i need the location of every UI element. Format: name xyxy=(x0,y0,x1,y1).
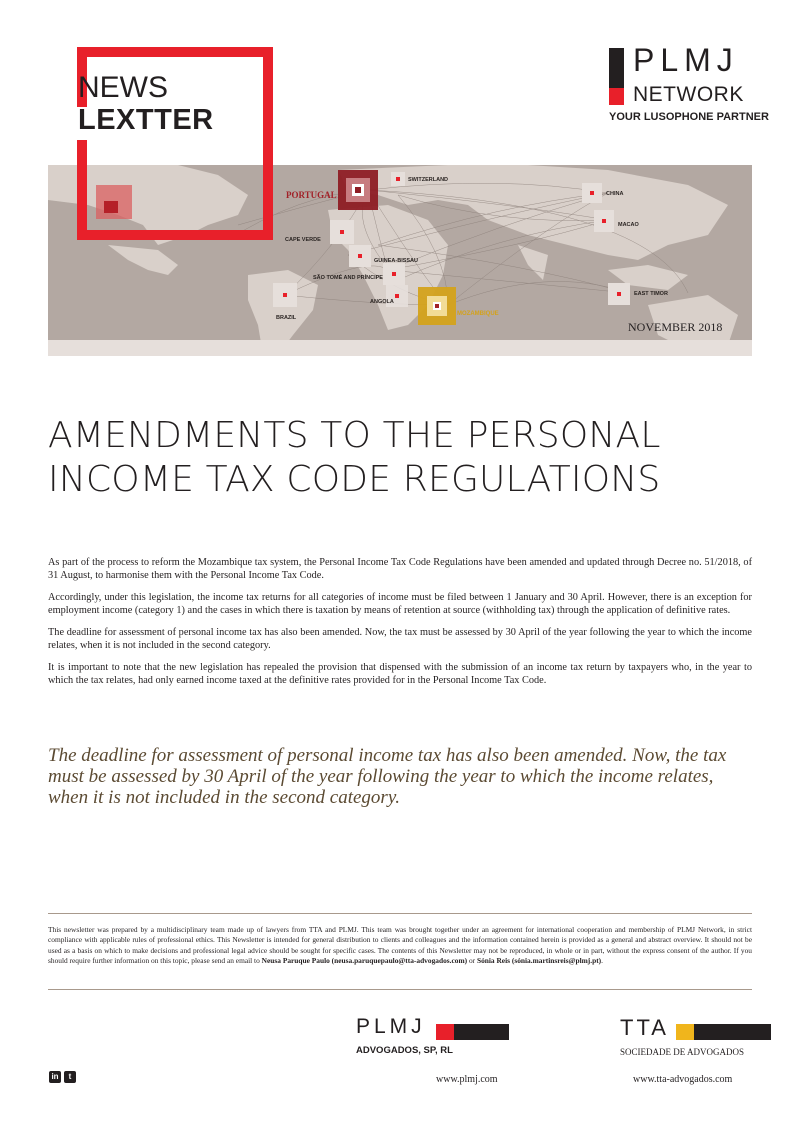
contact-link-tta[interactable]: Neusa Paruque Paulo (neusa.paruquepaulo@tta-advogados.com) xyxy=(261,955,468,965)
article-paragraph: The deadline for assessment of personal income tax has also been amended. Now, the tax must be assessed by 30 April of the year following the year to which the income relates, when it is not included in the second category. xyxy=(48,627,752,651)
map-label-china: CHINA xyxy=(606,191,624,197)
tta-name: TTA xyxy=(620,1015,669,1040)
map-label-east-timor: EAST TIMOR xyxy=(634,291,668,297)
article-paragraph: As part of the process to reform the Mozambique tax system, the Personal Income Tax Code Regulations have been amended and updated through Decree no. 51/2018, of 31 August, to harmonise them with the Personal Income Tax Code. xyxy=(48,557,752,581)
social-links xyxy=(49,1071,76,1083)
footer-divider-bottom xyxy=(48,989,752,990)
disclaimer-text: This newsletter was prepared by a multidisciplinary team made up of lawyers from TTA and PLMJ. This team was brought together under an agreement for international cooperation and membership of PLMJ Network, in strict compliance with applicable rules of professional ethics. This Newsletter is intended for general distribution to clients and colleagues and the information contained herein is provided as a general and abstract overview. It should not be used as a basis on which to make decisions and professional legal advice should be sought for specific cases. The contents of this Newsletter may not be reproduced, in whole or in part, without the express consent of the author. If you should require further information on this topic, please send an email to xyxy=(48,925,752,965)
tta-black-block xyxy=(694,1024,771,1040)
map-label-portugal: PORTUGAL xyxy=(286,190,337,200)
map-label-angola: ANGOLA xyxy=(370,299,394,305)
plmj-advogados-name: PLMJ xyxy=(356,1015,426,1038)
map-label-cape-verde: CAPE VERDE xyxy=(285,237,321,243)
map-label-mozambique: MOZAMBIQUE xyxy=(457,311,499,317)
article-title: AMENDMENTS TO THE PERSONAL INCOME TAX CODE REGULATIONS xyxy=(48,415,661,500)
plmj-advogados-subtitle: ADVOGADOS, SP, RL xyxy=(356,1045,453,1056)
issue-date: NOVEMBER 2018 xyxy=(628,320,723,334)
map-banner-strip xyxy=(48,340,752,356)
newsletter-logo-line2: LEXTTER xyxy=(78,104,214,136)
plmj-advogados-red-block xyxy=(436,1024,454,1040)
disclaimer-or: or xyxy=(467,955,477,965)
map-label-brazil: BRAZIL xyxy=(276,315,297,321)
newsletter-logo xyxy=(78,73,214,135)
plmj-logo-red-block xyxy=(609,88,624,105)
map-label-guinea-bissau: GUINEA-BISSAU xyxy=(374,258,419,264)
plmj-logo-name: PLMJ xyxy=(633,42,739,78)
plmj-logo-tagline: YOUR LUSOPHONE PARTNER xyxy=(609,111,769,123)
map-label-switzerland: SWITZERLAND xyxy=(408,177,449,183)
plmj-advogados-logo xyxy=(356,1015,512,1064)
plmj-logo-network: NETWORK xyxy=(633,83,744,106)
map-label-macao: MACAO xyxy=(618,222,639,228)
plmj-network-logo xyxy=(609,42,769,128)
tta-logo xyxy=(620,1015,760,1064)
newsletter-logo-frame-bottom xyxy=(77,230,273,240)
tta-yellow-block xyxy=(676,1024,694,1040)
contact-link-plmj[interactable]: Sónia Reis (sónia.martinsreis@plmj.pt) xyxy=(476,955,602,965)
newsletter-logo-frame-left-lower xyxy=(77,140,87,240)
article-paragraph: It is important to note that the new legislation has repealed the provision that dispensed with the submission of an income tax return by taxpayers who, in the year to which the tax relates, had only earned income taxed at the definitive rates provided for in the Personal Income Tax Code. xyxy=(48,662,752,686)
disclaimer xyxy=(48,925,752,966)
linkedin-icon[interactable]: in xyxy=(49,1071,61,1083)
pull-quote: The deadline for assessment of personal income tax has also been amended. Now, the tax must be assessed by 30 April of the year following the year to which the income relates, when it is not included in the second category. xyxy=(48,745,727,808)
newsletter-logo-line1: NEWS xyxy=(78,71,168,104)
footer-divider-top xyxy=(48,913,752,914)
article-paragraph: Accordingly, under this legislation, the income tax returns for all categories of income must be filed between 1 January and 30 April. However, there is an exception for employment income (category 1) and the cases in which there is taxation by means of retention at source (withholding tax) through the application of definitive rates. xyxy=(48,592,752,616)
tta-subtitle: SOCIEDADE DE ADVOGADOS xyxy=(620,1047,745,1057)
plmj-advogados-black-block xyxy=(454,1024,509,1040)
article-body xyxy=(48,556,752,696)
twitter-icon[interactable]: t xyxy=(64,1071,76,1083)
disclaimer-end: . xyxy=(601,955,603,965)
map-label-sao-tome: SÃO TOMÉ AND PRÍNCIPE xyxy=(313,275,383,281)
tta-website-link[interactable]: www.tta-advogados.com xyxy=(633,1074,733,1085)
plmj-website-link[interactable]: www.plmj.com xyxy=(436,1074,498,1085)
